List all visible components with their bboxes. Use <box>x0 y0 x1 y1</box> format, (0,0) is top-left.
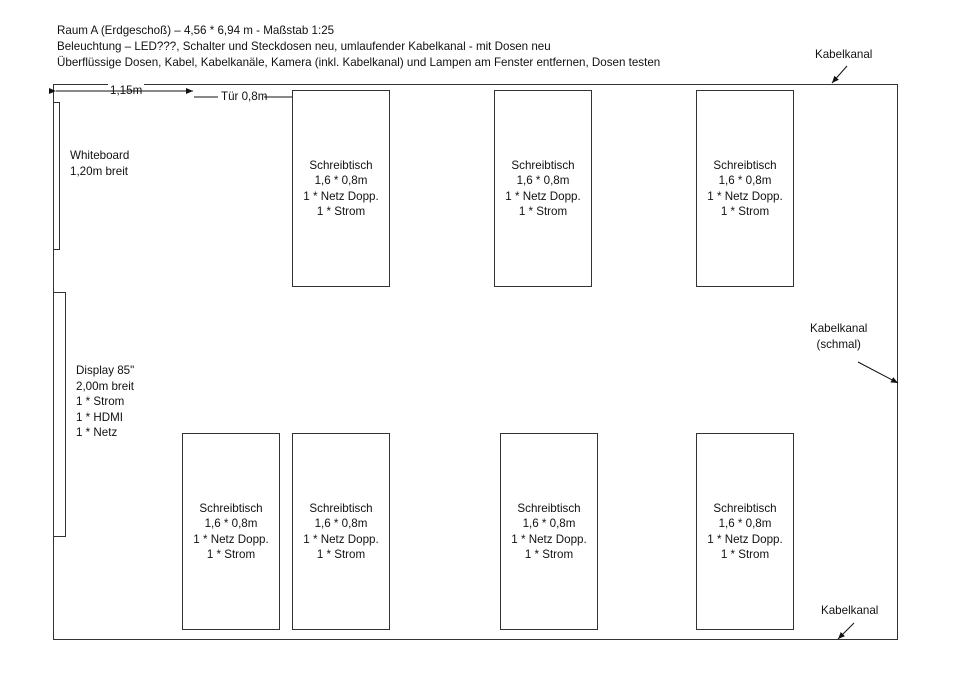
header-line-lighting: Beleuchtung – LED???, Schalter und Steckdosen neu, umlaufender Kabelkanal - mit Dosen neu <box>57 40 551 53</box>
cable-channel-bottom-label: Kabelkanal <box>821 604 879 617</box>
cable-channel-top-label: Kabelkanal <box>815 48 873 61</box>
door-label: Tür 0,8m <box>221 90 268 103</box>
whiteboard-name: Whiteboard <box>70 149 130 162</box>
desk-power: 1 * Strom <box>206 548 256 561</box>
desk-size: 1,6 * 0,8m <box>718 174 772 187</box>
desk-title: Schreibtisch <box>517 501 581 515</box>
desk-size: 1,6 * 0,8m <box>718 517 772 530</box>
desk-title: Schreibtisch <box>511 158 575 172</box>
display-name: Display 85" <box>76 364 135 377</box>
display-width: 2,00m breit <box>76 379 134 393</box>
desk-size: 1,6 * 0,8m <box>314 517 368 530</box>
desk-network: 1 * Netz Dopp. <box>303 189 379 203</box>
desk-power: 1 * Strom <box>720 548 770 561</box>
desk-network: 1 * Netz Dopp. <box>303 532 379 546</box>
display-power: 1 * Strom <box>76 395 125 408</box>
door-distance-label: 1,15m <box>110 84 143 97</box>
desk-network: 1 * Netz Dopp. <box>707 189 783 203</box>
desk-size: 1,6 * 0,8m <box>314 174 368 187</box>
display-network: 1 * Netz <box>76 426 118 439</box>
desk-size: 1,6 * 0,8m <box>516 174 570 187</box>
display-hdmi: 1 * HDMI <box>76 410 124 424</box>
desk-title: Schreibtisch <box>309 501 373 515</box>
desk-network: 1 * Netz Dopp. <box>707 532 783 546</box>
cable-arrow-right <box>858 362 898 383</box>
header-line-title: Raum A (Erdgeschoß) – 4,56 * 6,94 m - Maßstab 1:25 <box>57 24 335 37</box>
desk-power: 1 * Strom <box>518 205 568 218</box>
desk-network: 1 * Netz Dopp. <box>505 189 581 203</box>
desk-power: 1 * Strom <box>316 205 366 218</box>
header-line-removal: Überflüssige Dosen, Kabel, Kabelkanäle, Kamera (inkl. Kabelkanal) und Lampen am Fenster entfernen, Dosen testen <box>57 56 661 69</box>
desk-title: Schreibtisch <box>713 501 777 515</box>
desk-title: Schreibtisch <box>713 158 777 172</box>
desk-power: 1 * Strom <box>720 205 770 218</box>
whiteboard-width: 1,20m breit <box>70 164 128 178</box>
desk-power: 1 * Strom <box>524 548 574 561</box>
desk-network: 1 * Netz Dopp. <box>511 532 587 546</box>
desk-size: 1,6 * 0,8m <box>522 517 576 530</box>
desk-title: Schreibtisch <box>199 501 263 515</box>
cable-arrow-bottom <box>838 623 854 639</box>
cable-channel-right-line2: (schmal) <box>816 337 861 351</box>
desk-network: 1 * Netz Dopp. <box>193 532 269 546</box>
cable-arrow-top <box>832 66 847 83</box>
desk-title: Schreibtisch <box>309 158 373 172</box>
desk-size: 1,6 * 0,8m <box>204 517 258 530</box>
cable-channel-right-line1: Kabelkanal <box>810 322 868 335</box>
desk-power: 1 * Strom <box>316 548 366 561</box>
